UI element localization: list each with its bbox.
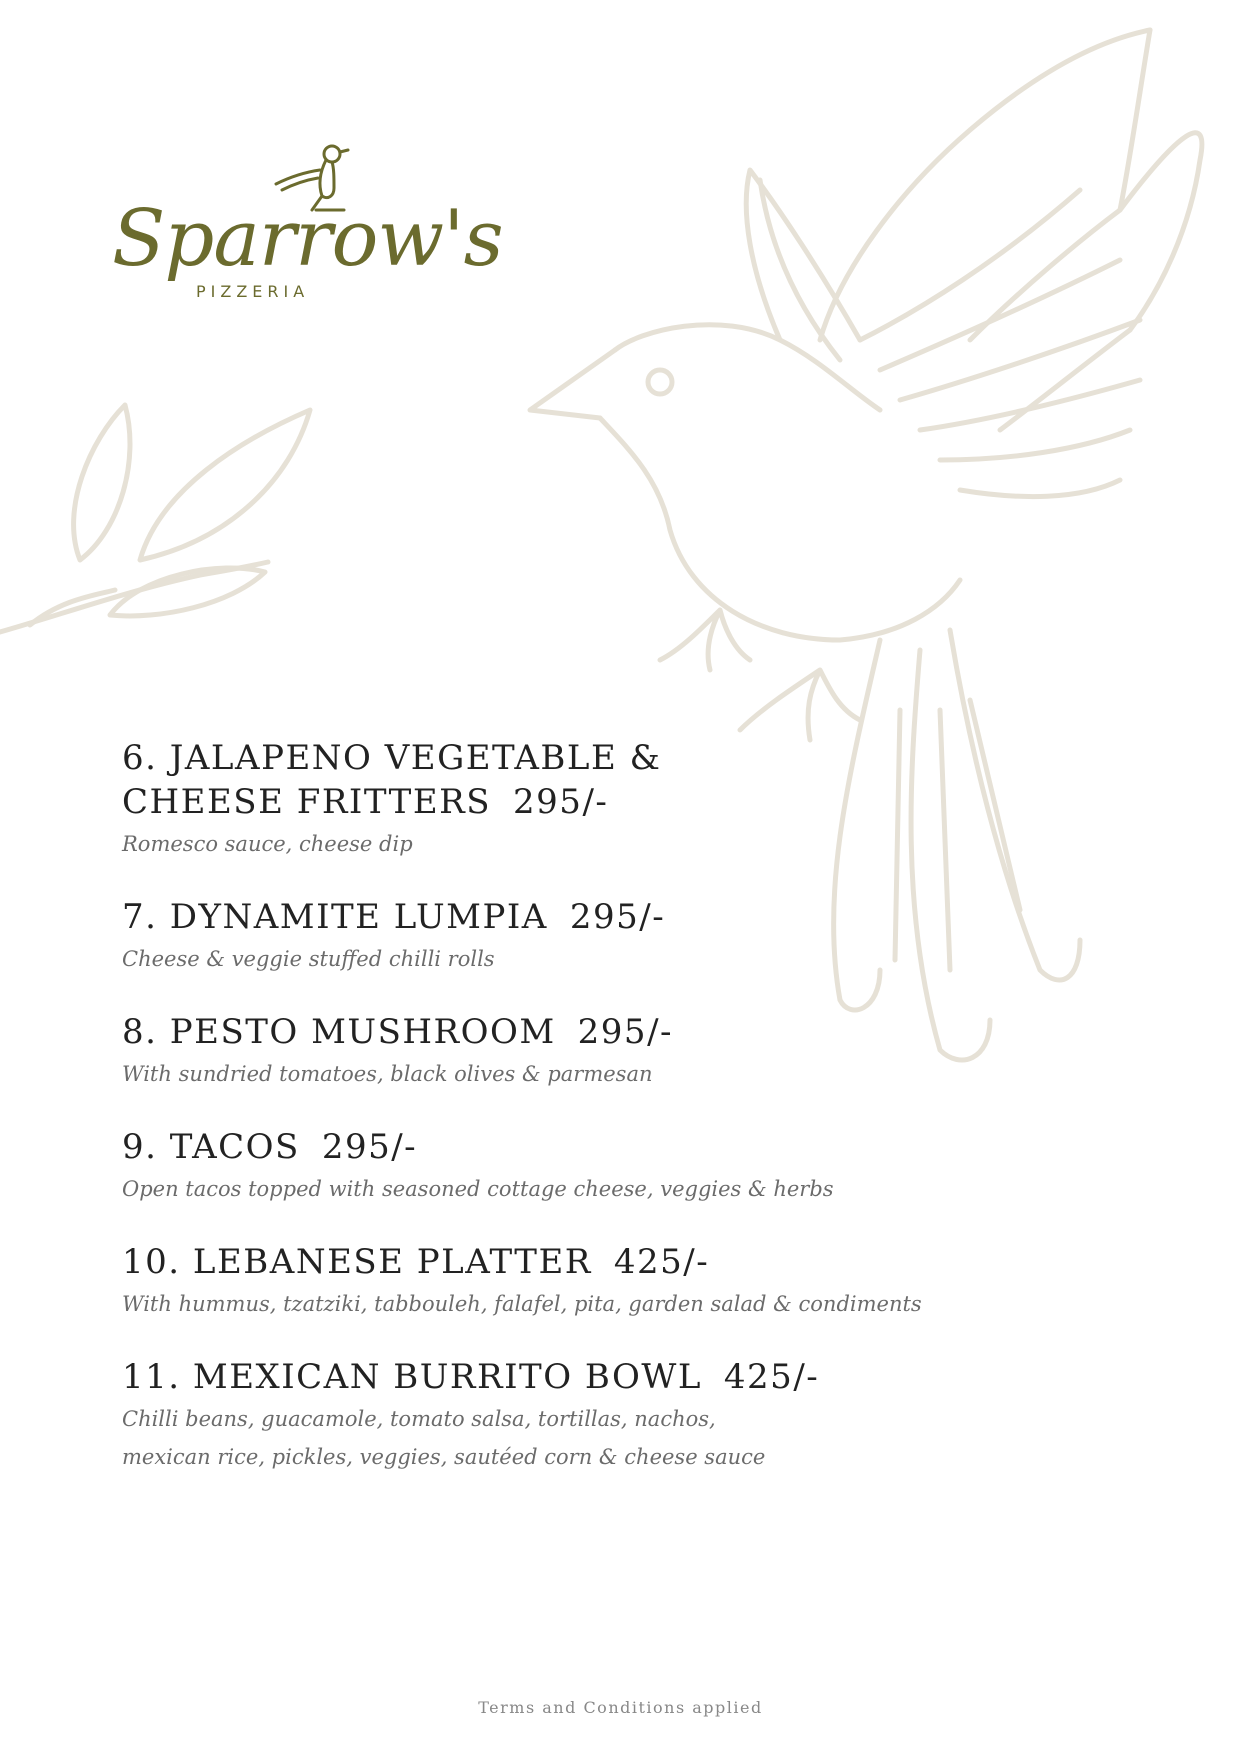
menu-item — [122, 895, 1022, 977]
item-price: 295/- — [321, 1127, 418, 1167]
terms-footer: Terms and Conditions applied — [478, 1698, 763, 1717]
item-price: 295/- — [569, 897, 666, 937]
menu-item — [122, 1355, 1022, 1475]
item-title — [122, 1355, 1022, 1399]
menu-list — [122, 736, 1022, 1508]
item-title-line: 11. MEXICAN BURRITO BOWL — [122, 1357, 702, 1397]
item-title-line: 9. TACOS — [122, 1127, 300, 1167]
menu-item — [122, 1125, 1022, 1207]
item-title-line: 7. DYNAMITE LUMPIA — [122, 897, 548, 937]
item-title — [122, 1010, 1022, 1054]
item-description: Open tacos topped with seasoned cottage cheese, veggies & herbs — [122, 1177, 834, 1201]
item-title-line: 8. PESTO MUSHROOM — [122, 1012, 556, 1052]
item-title — [122, 895, 1022, 939]
menu-item — [122, 1010, 1022, 1092]
item-title-line: CHEESE FRITTERS — [122, 782, 492, 822]
item-title-line: 10. LEBANESE PLATTER — [122, 1242, 592, 1282]
item-description: Chilli beans, guacamole, tomato salsa, tortillas, nachos, — [122, 1407, 716, 1431]
item-description: With sundried tomatoes, black olives & parmesan — [122, 1062, 653, 1086]
item-price: 425/- — [613, 1242, 710, 1282]
item-description: Romesco sauce, cheese dip — [122, 832, 413, 856]
item-title — [122, 736, 1022, 824]
item-description: With hummus, tzatziki, tabbouleh, falafel, pita, garden salad & condiments — [122, 1292, 922, 1316]
item-price: 425/- — [723, 1357, 820, 1397]
item-title — [122, 1125, 1022, 1169]
item-title — [122, 1240, 1022, 1284]
menu-item — [122, 736, 1022, 862]
leaf-sprig-illustration — [0, 400, 320, 660]
brand-name: Sparrow's — [112, 194, 503, 284]
item-title-line: 6. JALAPENO VEGETABLE & — [122, 738, 662, 778]
brand-logo — [112, 140, 503, 310]
menu-item — [122, 1240, 1022, 1322]
item-description: mexican rice, pickles, veggies, sautéed corn & cheese sauce — [122, 1445, 766, 1469]
item-price: 295/- — [577, 1012, 674, 1052]
brand-subtitle: PIZZERIA — [196, 282, 310, 301]
item-description: Cheese & veggie stuffed chilli rolls — [122, 947, 495, 971]
item-price: 295/- — [513, 782, 609, 822]
